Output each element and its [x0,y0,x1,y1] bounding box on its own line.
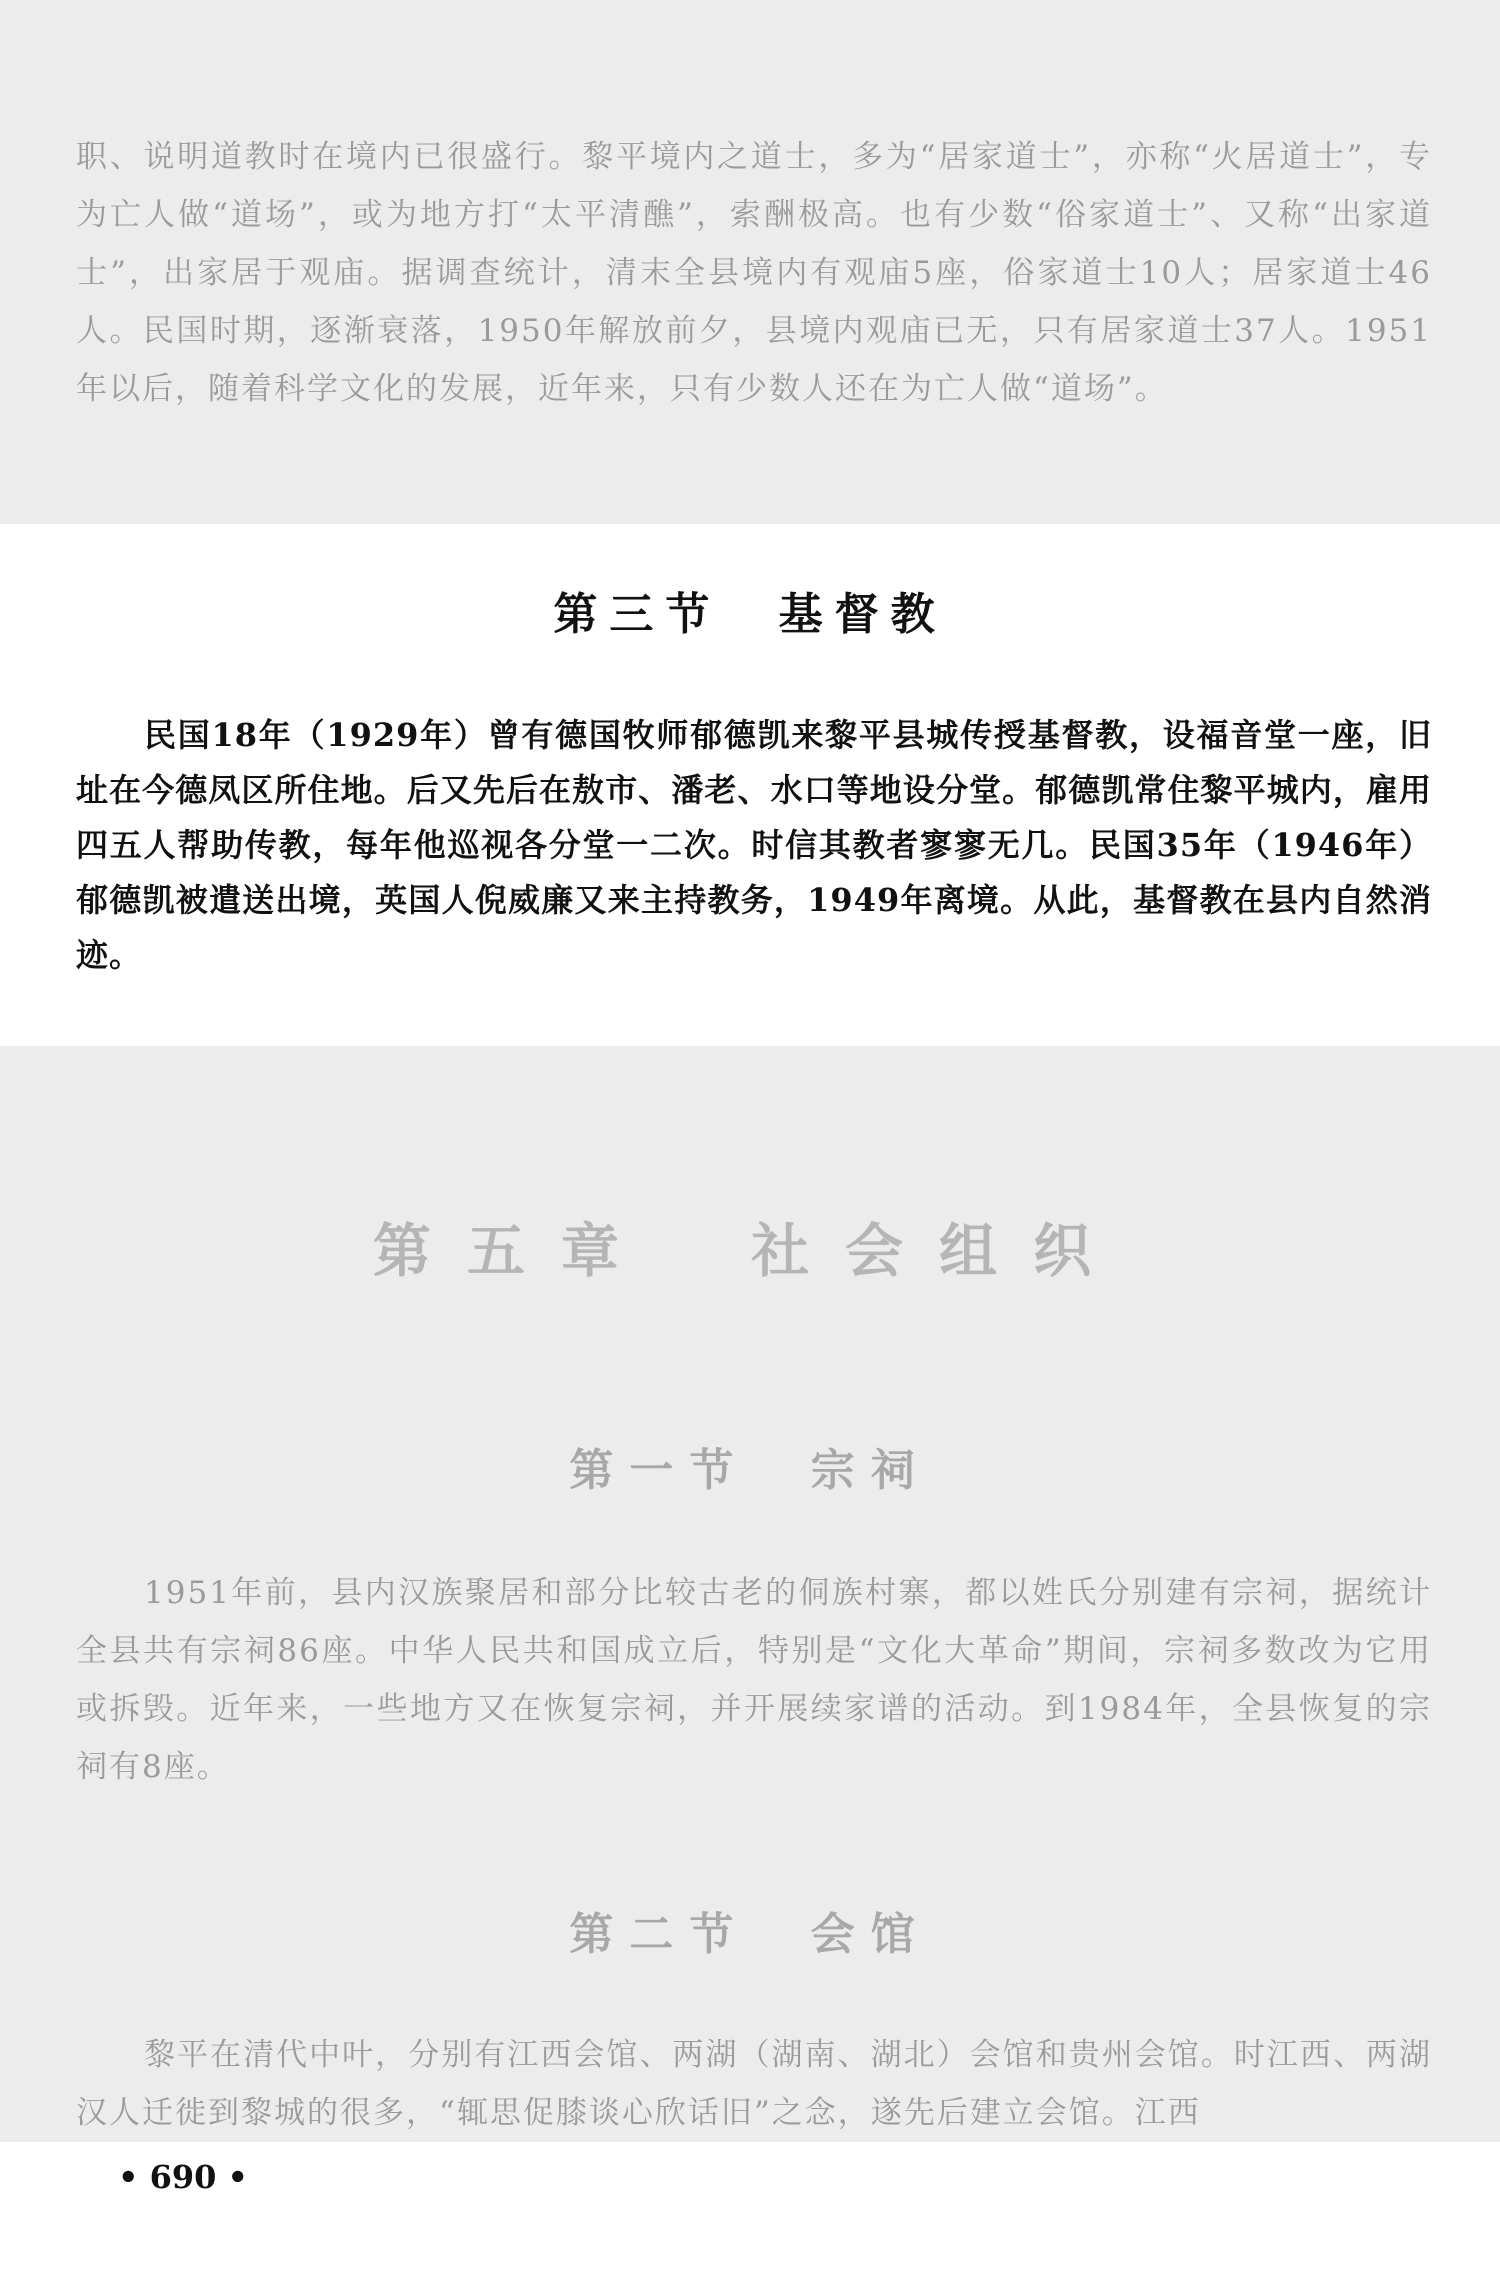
page-footer [0,2142,1500,2288]
page-number: • 690 • [118,2158,248,2196]
section-heading-christianity: 第三节 基督教 [553,589,947,640]
highlighted-section-christianity [0,524,1500,1046]
christianity-paragraph: 民国18年（1929年）曾有德国牧师郁德凯来黎平县城传授基督教，设福音堂一座，旧址在今德凤区所住地。后又先后在敖市、潘老、水口等地设分堂。郁德凯常住黎平城内，雇用四五人帮助传教，每年他巡视各分堂一二次。时信其教者寥寥无几。民国35年（1946年）郁德凯被遣送出境，英国人倪威廉又来主持教务，1949年离境。从此，基督教在县内自然消迹。 [76,716,1432,974]
section-body-christianity [76,708,1432,983]
section-body-ancestral-halls [76,1564,1432,1796]
section-heading-guild-halls: 第二节 会馆 [569,1909,931,1960]
section-body-guild-halls [76,2026,1432,2142]
daoism-paragraph: 职、说明道教时在境内已很盛行。黎平境内之道士，多为“居家道士”，亦称“火居道士”，专为亡人做“道场”，或为地方打“太平清醮”，索酬极高。也有少数“俗家道士”、又称“出家道士”，出家居于观庙。据调查统计，清末全县境内有观庙5座，俗家道士10人；居家道士46人。民国时期，逐渐衰落，1950年解放前夕，县境内观庙已无，只有居家道士37人。1951年以后，随着科学文化的发展，近年来，只有少数人还在为亡人做“道场”。 [76,139,1432,407]
chapter-heading-social-organizations: 第五章 社会组织 [372,1217,1128,1285]
dimmed-top-section [0,0,1500,524]
section-heading-ancestral-halls: 第一节 宗祠 [569,1445,931,1496]
ancestral-halls-paragraph: 1951年前，县内汉族聚居和部分比较古老的侗族村寨，都以姓氏分别建有宗祠，据统计全县共有宗祠86座。中华人民共和国成立后，特别是“文化大革命”期间，宗祠多数改为它用或拆毁。近年来，一些地方又在恢复宗祠，并开展续家谱的活动。到1984年，全县恢复的宗祠有8座。 [76,1575,1432,1785]
guild-halls-paragraph: 黎平在清代中叶，分别有江西会馆、两湖（湖南、湖北）会馆和贵州会馆。时江西、两湖汉人迁徙到黎城的很多，“辄思促膝谈心欣话旧”之念，遂先后建立会馆。江西 [76,2037,1432,2131]
dimmed-bottom-section [0,1046,1500,2142]
